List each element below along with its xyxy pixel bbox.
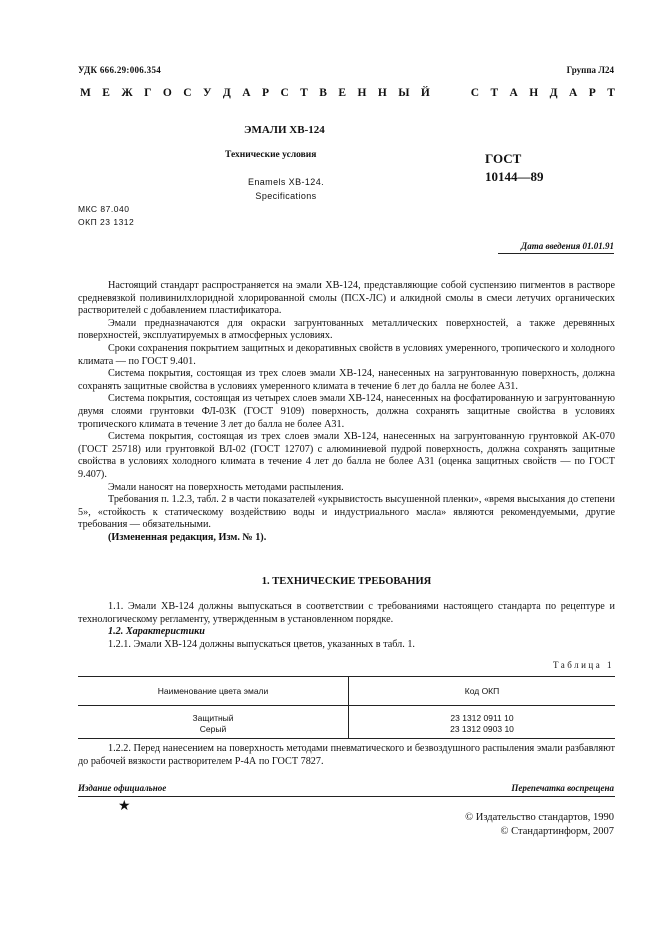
copyright-publisher: © Издательство стандартов, 1990 (465, 812, 614, 823)
heading-letter: Е (102, 87, 110, 99)
gost-label: ГОСТ (485, 151, 522, 166)
intro-paragraph: Сроки сохранения покрытием защитных и декоративных свойств в условиях умеренного, тропического и холодного климата — по ГОСТ 9.401. (78, 342, 615, 367)
column-header-okp: Код ОКП (349, 677, 616, 706)
heading-letter: В (319, 87, 327, 99)
cell-color: Серый (78, 724, 349, 739)
table-row (78, 706, 615, 724)
paragraph-1-2-2: 1.2.2. Перед нанесением на поверхность методами пневматического и безвоздушного распыления эмали разбавляют до рабочей вязкости растворителем Р-4А по ГОСТ 7827. (78, 743, 615, 767)
heading-letter: С (470, 87, 480, 99)
paragraph-1-1: 1.1. Эмали ХВ-124 должны выпускаться в соответствии с требованиями настоящего стандарта по рецептуре и технологическому регламенту, утвержденным в установленном порядке. (78, 601, 615, 625)
standard-type-heading (80, 87, 615, 99)
star-icon: ★ (118, 799, 131, 814)
table-header-row (78, 677, 615, 706)
heading-letter: А (509, 87, 518, 99)
heading-letter: Т (607, 87, 615, 99)
heading-letter: Н (357, 87, 367, 99)
heading-letter: Е (338, 87, 347, 99)
intro-paragraph: Система покрытия, состоящая из трех слоев эмали ХВ-124, нанесенных на загрунтованную грунтовкой АК-070 (ГОСТ 25718) или грунтовкой ВЛ-02 (ГОСТ 12707) с алюминиевой пудрой поверхность, должна сохранять защитные свойства в условиях холодного климата в течение 4 лет до балла не более А31 (оценка защитных свойств — по ГОСТ 9.407). (78, 431, 615, 480)
intro-paragraph: Эмали предназначаются для окраски загрунтованных металлических поверхностей, а также деревянных поверхностей, эксплуатируемых в атмосферных условиях. (78, 317, 615, 342)
cell-color: Защитный (78, 706, 349, 724)
date-underline (498, 253, 614, 254)
gost-number: 10144—89 (485, 169, 544, 184)
heading-letter: Д (549, 87, 558, 99)
table-label: Таблица 1 (553, 660, 614, 670)
paragraph-1-2-1: 1.2.1. Эмали ХВ-124 должны выпускаться цветов, указанных в табл. 1. (108, 638, 415, 650)
heading-letter (441, 87, 459, 99)
intro-paragraph: Требования п. 1.2.3, табл. 2 в части показателей «укрывистость высушенной пленки», «время высыхания до степени 5», «стойкость к статическому воздействию воды и индустриального масла» являются рекомендуемыми, другие требования — обязательными. (78, 494, 615, 531)
heading-letter: Д (222, 87, 231, 99)
heading-letter: М (80, 87, 91, 99)
reprint-note: Перепечатка воспрещена (511, 783, 614, 793)
paragraph-1-2-heading: 1.2. Характеристики (108, 626, 205, 638)
document-title: ЭМАЛИ ХВ-124 (244, 124, 325, 136)
english-subtitle-line: Specifications (255, 191, 317, 201)
english-title (232, 175, 340, 203)
heading-letter: Г (144, 87, 152, 99)
cell-okp: 23 1312 0911 10 (450, 713, 514, 723)
heading-letter: А (569, 87, 578, 99)
heading-letter: Н (377, 87, 387, 99)
okp-code: ОКП 23 1312 (78, 217, 135, 227)
heading-letter: Й (420, 87, 430, 99)
intro-paragraph: Система покрытия, состоящая из трех слоев эмали ХВ-124, нанесенных на загрунтованную поверхность, должна сохранять защитные свойства в условиях умеренного климата в течение 6 лет до балла не более А31. (78, 368, 615, 392)
mks-code: МКС 87.040 (78, 204, 130, 214)
gost-designation (485, 150, 544, 186)
cell-okp: 23 1312 0903 10 (349, 724, 616, 739)
column-header-color: Наименование цвета эмали (78, 677, 349, 706)
heading-letter: Р (261, 87, 270, 99)
section-heading: 1. ТЕХНИЧЕСКИЕ ТРЕБОВАНИЯ (261, 576, 432, 587)
intro-paragraph: Эмали наносят на поверхность методами распыления. (108, 481, 344, 493)
heading-letter: Ж (121, 87, 133, 99)
document-subtitle: Технические условия (225, 150, 317, 160)
copyright-standartinform: © Стандартинформ, 2007 (500, 826, 614, 837)
group-code: Группа Л24 (566, 65, 614, 75)
heading-letter: О (162, 87, 172, 99)
intro-paragraph: Система покрытия, состоящая из четырех слоев эмали ХВ-124, нанесенных на фосфатированную и загрунтованную двумя слоями грунтовки ФЛ-03К (ГОСТ 9109) поверхность, должна сохранять защитные свойства в условиях тропического климата в течение 3 лет до балла не более А31. (78, 393, 615, 430)
heading-letter: С (183, 87, 192, 99)
heading-letter: Н (529, 87, 539, 99)
english-title-line: Enamels XB-124. (247, 177, 325, 187)
udk-code: УДК 666.29:006.354 (78, 65, 162, 75)
introduction-date: Дата введения 01.01.91 (521, 241, 614, 251)
heading-letter: Р (588, 87, 596, 99)
heading-letter: Ы (398, 87, 410, 99)
classification-codes (78, 203, 134, 229)
heading-letter: С (280, 87, 289, 99)
footer-rule (78, 796, 615, 797)
heading-letter: А (242, 87, 251, 99)
heading-letter: У (203, 87, 212, 99)
edition-note: Издание официальное (78, 783, 167, 793)
heading-letter: Т (490, 87, 499, 99)
section-text (78, 601, 615, 651)
table-row (78, 724, 615, 739)
intro-paragraph: (Измененная редакция, Изм. № 1). (108, 531, 267, 543)
heading-letter: Т (300, 87, 308, 99)
after-table-text (78, 743, 615, 768)
intro-text (78, 280, 615, 544)
intro-paragraph: Настоящий стандарт распространяется на эмали ХВ-124, представляющие собой суспензию пигментов в растворе средневязкой поливинилхлоридной хлорированной смолы (ПСХ-ЛС) и алкидной смолы в смеси летучих органических растворителей с добавлением пластификатора. (78, 280, 615, 317)
color-table (78, 676, 615, 739)
